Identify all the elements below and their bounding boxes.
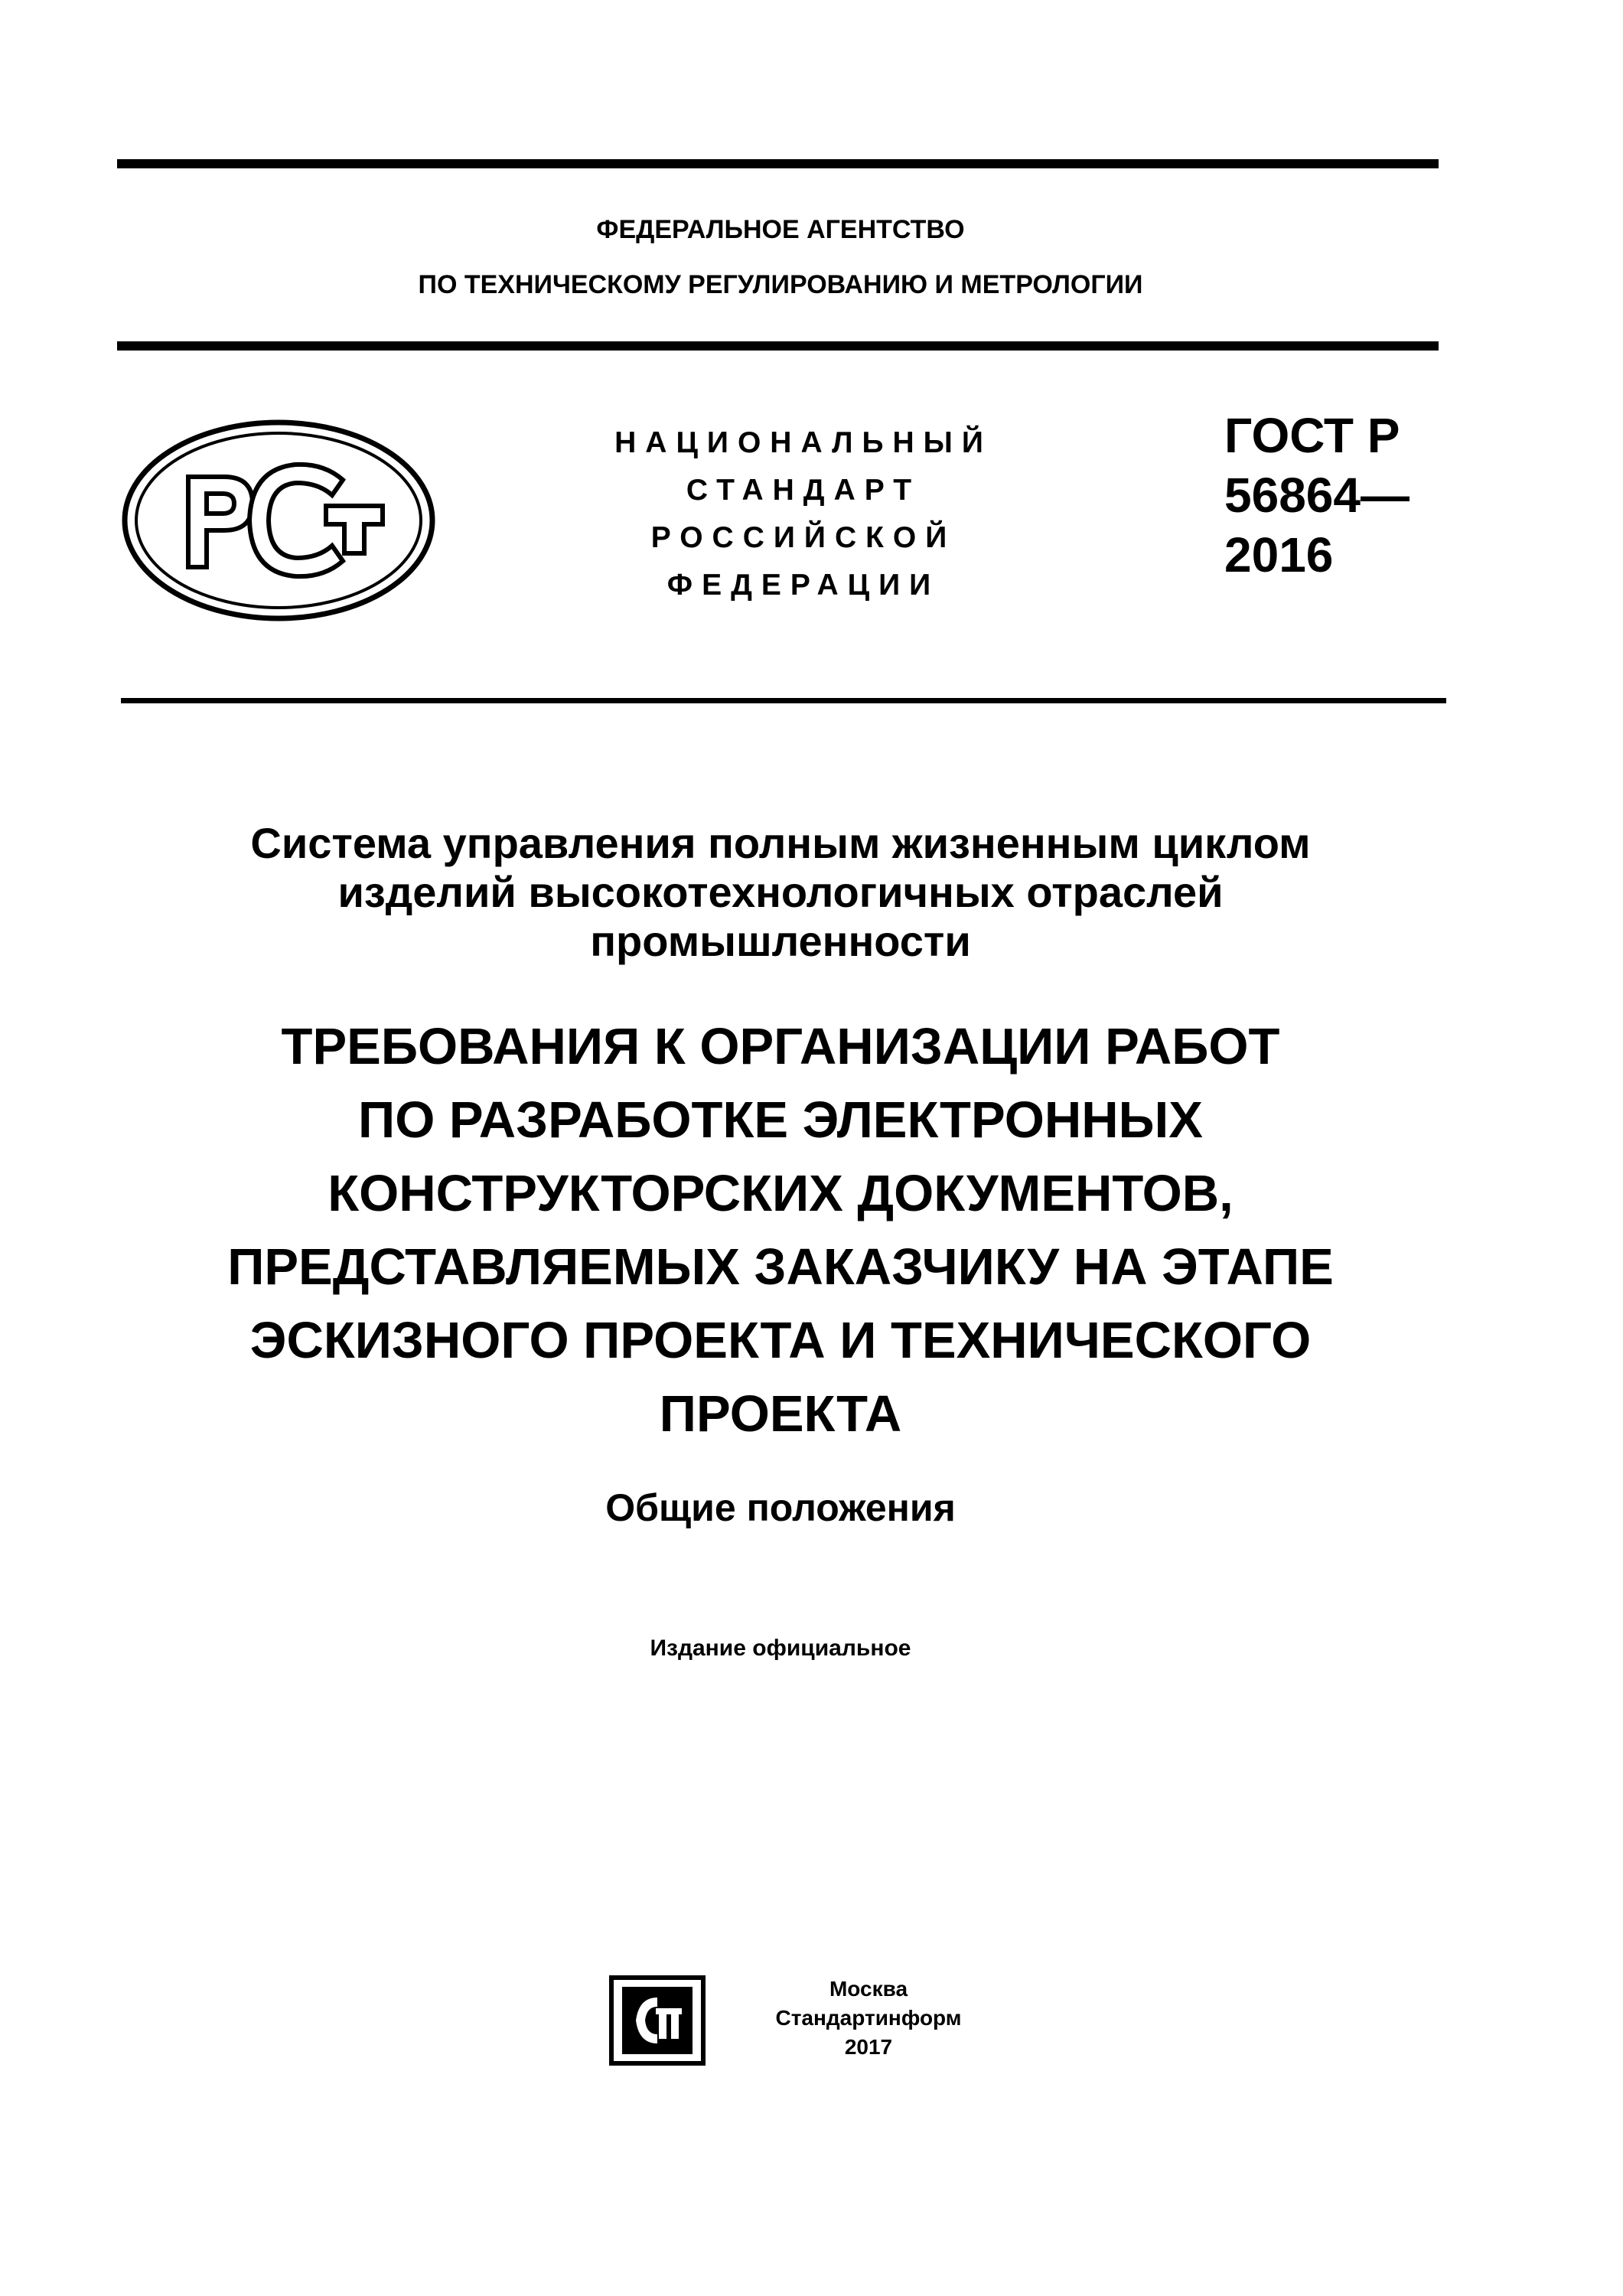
national-line: СТАНДАРТ — [686, 474, 921, 507]
main-title-line: ПО РАЗРАБОТКЕ ЭЛЕКТРОННЫХ — [358, 1091, 1203, 1149]
national-line: НАЦИОНАЛЬНЫЙ — [614, 426, 992, 459]
rst-logo — [121, 417, 436, 624]
series-line: изделий высокотехнологичных отраслей — [337, 868, 1224, 916]
national-line: РОССИЙСКОЙ — [650, 521, 957, 554]
national-line: ФЕДЕРАЦИИ — [666, 569, 940, 602]
agency-line-2: ПО ТЕХНИЧЕСКОМУ РЕГУЛИРОВАНИЮ И МЕТРОЛОГИИ — [418, 270, 1143, 299]
series-line: промышленности — [590, 917, 971, 965]
main-title-line: ЭСКИЗНОГО ПРОЕКТА И ТЕХНИЧЕСКОГО — [249, 1312, 1312, 1369]
publisher-name: Стандартинформ — [775, 2006, 962, 2030]
gost-line: ГОСТ Р — [1224, 408, 1400, 463]
main-title-line: КОНСТРУКТОРСКИХ ДОКУМЕНТОВ, — [328, 1165, 1234, 1222]
edition-note: Издание официальное — [650, 1636, 911, 1661]
series-line: Система управления полным жизненным циклом — [250, 819, 1311, 867]
standartinform-logo — [608, 1975, 706, 2066]
main-title-line: ТРЕБОВАНИЯ К ОРГАНИЗАЦИИ РАБОТ — [281, 1018, 1280, 1075]
main-title-line: ПРОЕКТА — [659, 1385, 902, 1443]
gost-line: 56864— — [1224, 468, 1410, 523]
publisher-info — [769, 1975, 968, 2062]
series-title — [115, 819, 1446, 966]
publisher-city: Москва — [829, 1977, 908, 2001]
gost-line: 2016 — [1224, 527, 1334, 582]
main-title — [115, 1010, 1446, 1451]
national-standard-label — [582, 419, 1025, 609]
agency-line-1: ФЕДЕРАЛЬНОЕ АГЕНТСТВО — [596, 215, 965, 244]
publisher-year: 2017 — [844, 2035, 893, 2059]
subtitle: Общие положения — [605, 1486, 956, 1529]
top-rule — [117, 159, 1439, 168]
main-title-line: ПРЕДСТАВЛЯЕМЫХ ЗАКАЗЧИКУ НА ЭТАПЕ — [227, 1238, 1334, 1296]
agency-rule — [117, 341, 1439, 351]
header-bottom-rule — [121, 698, 1446, 703]
gost-number — [1224, 406, 1410, 585]
